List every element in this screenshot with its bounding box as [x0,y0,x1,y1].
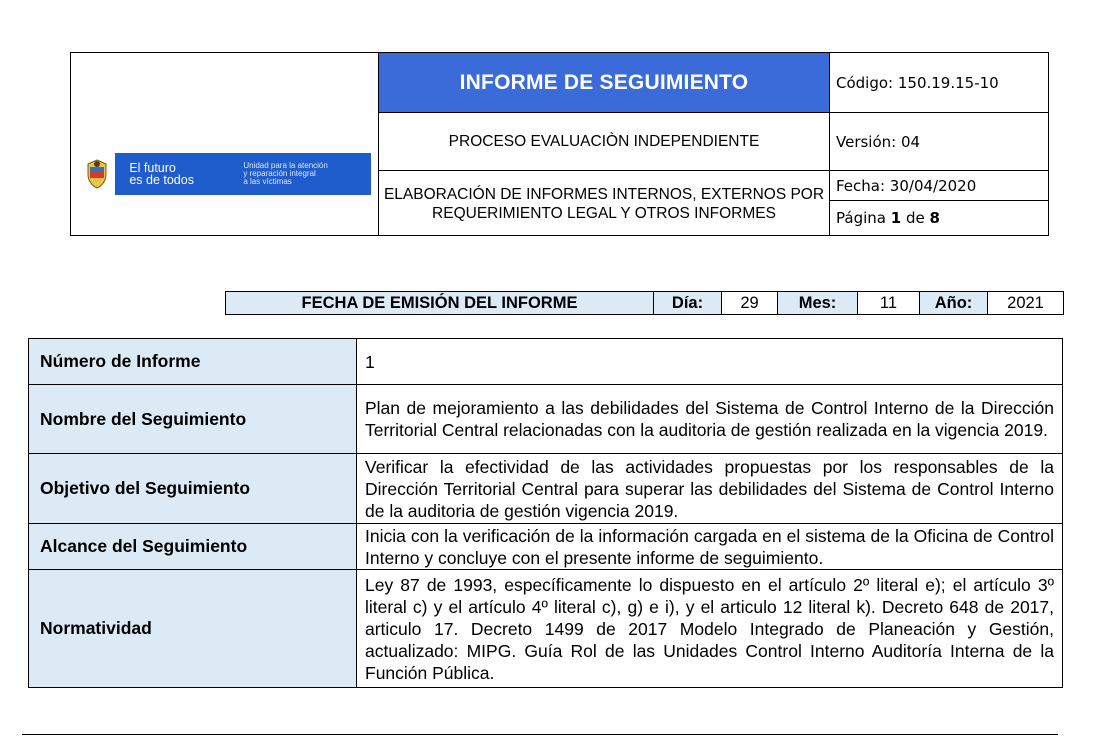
table-row [29,385,1062,454]
year-value: 2021 [988,292,1063,314]
logo-entity-line3: a las víctimas [243,177,292,186]
document-code: Código: 150.19.15-10 [830,53,1048,113]
page-indicator [830,201,1048,235]
logo-slogan [115,162,237,186]
table-row [29,339,1062,385]
report-number: 1 [365,351,375,372]
emission-date-row [225,291,1064,315]
row-value [357,454,1062,523]
emission-label: FECHA DE EMISIÓN DEL INFORME [226,292,654,314]
logo-entity-name [237,162,371,186]
logo-cell [71,53,379,235]
document-title-cell [379,53,830,113]
coat-of-arms-icon [78,153,115,195]
page-total: 8 [929,209,940,227]
document-title: INFORME DE SEGUIMIENTO [459,70,749,94]
document-date: Fecha: 30/04/2020 [830,171,1048,201]
table-row [29,570,1062,687]
year-label: Año: [920,292,988,314]
follow-up-name: Plan de mejoramiento a las debilidades del Sistema de Control Interno de la Dirección Territorial Central relacionadas con la auditoria de gestión realizada en la vigencia 2019. [365,398,1054,440]
day-value: 29 [722,292,778,314]
logo-entity-line1: Unidad para la atención [243,161,328,170]
document-header [70,52,1049,236]
row-value [357,524,1062,569]
row-label: Alcance del Seguimiento [29,524,357,569]
row-value [357,385,1062,453]
follow-up-objective: Verificar la efectividad de las actividades propuestas por los responsables de la Dirección Territorial Central para superar las debilidades del Sistema de Control Interno de la auditoria de gestión vigencia 2019. [365,456,1054,521]
row-label: Nombre del Seguimiento [29,385,357,453]
row-value [357,570,1062,687]
report-info-table [28,338,1063,688]
table-row [29,524,1062,570]
row-value [357,339,1062,384]
logo-entity-line2: y reparación integral [243,169,316,178]
regulations: Ley 87 de 1993, específicamente lo dispuesto en el artículo 2º literal e); el artículo 3º literal c) y el artículo 4º literal c), g) e i), y el articulo 12 literal k). Decreto 648 de 2017, articulo 17. Decreto 1499 de 2017 Modelo Integrado de Planeación y Gestión, actualizado: MIPG. Guía Rol de las Unidades Control Interno Auditoría Interna de la Función Pública. [365,574,1054,683]
page-number: 1 [890,209,902,227]
document-version: Versión: 04 [830,113,1048,171]
month-label: Mes: [778,292,858,314]
logo-slogan-line1: El futuro [129,161,176,175]
page-mid: de [901,209,930,227]
entity-logo [78,153,371,195]
subprocess-name: ELABORACIÓN DE INFORMES INTERNOS, EXTERNOS POR REQUERIMIENTO LEGAL Y OTROS INFORMES [379,171,830,235]
process-name: PROCESO EVALUACIÒN INDEPENDIENTE [379,113,830,171]
follow-up-scope: Inicia con la verificación de la información cargada en el sistema de la Oficina de Control Interno y concluye con el presente informe de seguimiento. [365,525,1054,568]
next-table-border [22,734,1058,735]
row-label: Objetivo del Seguimiento [29,454,357,523]
month-value: 11 [858,292,920,314]
day-label: Día: [654,292,722,314]
page-prefix: Página [836,209,891,227]
logo-slogan-line2: es de todos [129,173,194,187]
table-row [29,454,1062,524]
row-label: Número de Informe [29,339,357,384]
row-label: Normatividad [29,570,357,687]
